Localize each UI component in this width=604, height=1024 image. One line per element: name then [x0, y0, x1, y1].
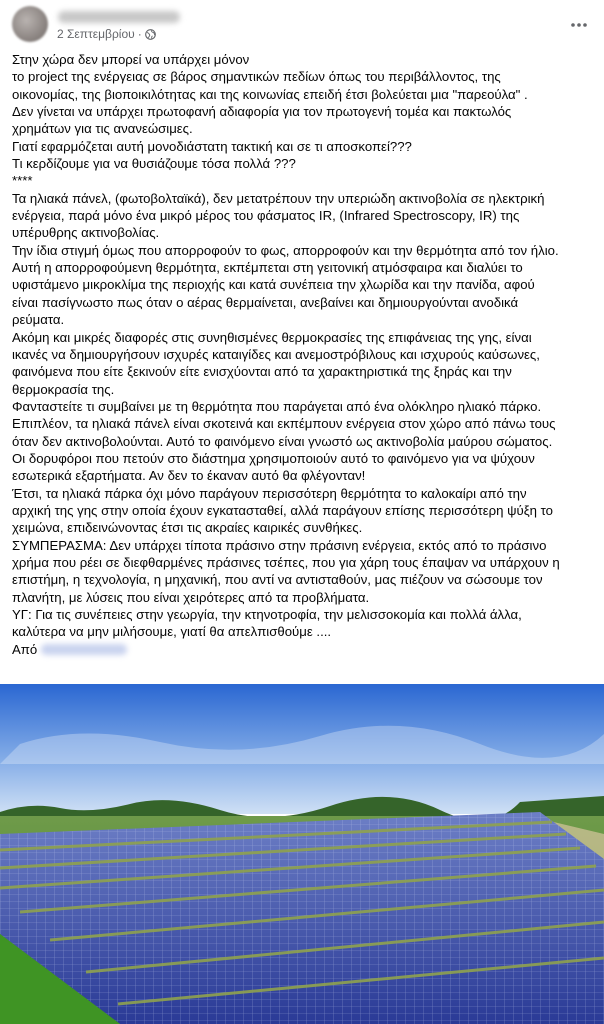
post-line: Αυτή η απορροφούμενη θερμότητα, εκπέμπεται στη γειτονική ατμόσφαιρα και διαλύει το — [12, 260, 523, 276]
post-line: είναι πασίγνωστο πως όταν ο αέρας θερμαίνεται, ανεβαίνει και δημιουργούνται ανοδικά — [12, 294, 519, 310]
post-line: Ακόμη και μικρές διαφορές στις συνηθισμένες θερμοκρασίες της επιφάνειας της γης, είναι — [12, 329, 532, 345]
post-line: Έτσι, τα ηλιακά πάρκα όχι μόνο παράγουν περισσότερη θερμότητα το καλοκαίρι από την — [12, 485, 527, 501]
post-line: φαινόμενα που είτε ξεκινούν είτε ενισχύονται από τα χαρακτηριστικά της ξηράς και την — [12, 364, 512, 380]
post-line: ΥΓ: Για τις συνέπειες στην γεωργία, την κτηνοτροφία, την μελισσοκομία και πολλά άλλα, — [12, 607, 522, 622]
post-line: επιστήμη, η τεχνολογία, η μηχανική, που αντί να αντισταθούν, μας πιέζουν να σώσουμε τον — [12, 572, 543, 588]
globe-icon[interactable] — [145, 29, 156, 40]
post-line: Τα ηλιακά πάνελ, (φωτοβολταϊκά), δεν μετατρέπουν την υπεριώδη ακτινοβολία σε ηλεκτρική — [12, 190, 545, 206]
source-name-redacted[interactable] — [41, 644, 127, 655]
post-line: οικονομίας, της βιοποικιλότητας και της κοινωνίας επειδή έτσι βολεύεται μια "παρεούλα" . — [12, 86, 528, 102]
post-line: όταν δεν ακτινοβολούνται. Αυτό το φαινόμενο είναι γνωστό ως ακτινοβολία μαύρου σώματος. — [12, 433, 553, 449]
post-line: χρήμα που ρέει σε διεφθαρμένες πράσινες τσέπες, που για χάρη τους έπαψαν να υπάρχουν η — [12, 554, 560, 570]
post-line: εσωτερικά εξαρτήματα. Αν δεν το έκαναν αυτό θα φλέγονταν! — [12, 468, 366, 484]
post-line: χρημάτων για τις ανανεώσιμες. — [12, 121, 193, 137]
post-line: αρχική της γης στην οποία έχουν εγκατασταθεί, αλλά παράγουν επίσης περισσότερη ψύξη το — [12, 502, 553, 518]
avatar[interactable] — [12, 6, 48, 42]
post-line: υφιστάμενο μικροκλίμα της περιοχής και κατά συνέπεια την χλωρίδα και την πανίδα, αφού — [12, 277, 535, 293]
post-line: Την ίδια στιγμή όμως που απορροφούν το φως, απορροφούν και την θερμότητα από τον ήλιο. — [12, 242, 559, 258]
more-options-icon[interactable] — [568, 14, 590, 36]
post-line-source — [12, 641, 596, 658]
post-line: Φανταστείτε τι συμβαίνει με τη θερμότητα που παράγεται από ένα ολόκληρο ηλιακό πάρκο. — [12, 398, 542, 414]
post-line: Οι δορυφόροι που πετούν στο διάστημα χρησιμοποιούν αυτό το φαινόμενο για να ψύχουν — [12, 450, 535, 466]
post-line: ικανές να δημιουργήσουν ισχυρές καταιγίδες και ανεμοστρόβιλους και ισχυρούς καύσωνες, — [12, 346, 540, 362]
post-line: Τι κερδίζουμε για να θυσιάζουμε τόσα πολλά ??? — [12, 156, 296, 172]
post-line: χειμώνα, επιδεινώνοντας έτσι τις ακραίες καιρικές συνθήκες. — [12, 520, 363, 536]
post-date[interactable]: 2 Σεπτεμβρίου — [57, 27, 135, 41]
meta-separator: · — [137, 27, 142, 41]
post-line: καλύτερα να μην μιλήσουμε, γιατί θα απελπισθούμε .... — [12, 624, 332, 640]
post-meta — [57, 27, 156, 41]
post-photo[interactable] — [0, 684, 604, 1024]
post-line: Δεν γίνεται να υπάρχει πρωτοφανή αδιαφορία για τον πρωτογενή τομέα και πακτωλός — [12, 104, 512, 120]
post-line: θερμοκρασία της. — [12, 381, 115, 397]
post-line: ρεύματα. — [12, 312, 65, 328]
post-line: Γιατί εφαρμόζεται αυτή μονοδιάστατη τακτική και σε τι αποσκοπεί??? — [12, 138, 412, 154]
post-line: πλανήτη, με λύσεις που είναι χειρότερες από τα προβλήματα. — [12, 589, 370, 605]
post-line: ενέργεια, παρά μόνο ένα μικρό μέρος του φάσματος IR, (Infrared Spectroscopy, IR) της — [12, 208, 520, 224]
post-text — [12, 51, 596, 658]
post-line: το project της ενέργειας σε βάρος σημαντικών πεδίων όπως του περιβάλλοντος, της — [12, 69, 501, 85]
post-line: υπέρυθρης ακτινοβολίας. — [12, 225, 160, 241]
post-line: Επιπλέον, τα ηλιακά πάνελ είναι σκοτεινά και εκπέμπουν ενέργεια στον χώρο από πάνω τους — [12, 416, 556, 432]
solar-field-illustration — [0, 684, 604, 1024]
source-label: Από — [12, 641, 38, 657]
post-line: ΣΥΜΠΕΡΑΣΜΑ: Δεν υπάρχει τίποτα πράσινο στην πράσινη ενέργεια, εκτός από το πράσινο — [12, 537, 547, 553]
post-line: Στην χώρα δεν μπορεί να υπάρχει μόνον — [12, 52, 250, 67]
post-line: **** — [12, 173, 33, 189]
post-header — [0, 0, 604, 50]
author-name-redacted[interactable] — [58, 11, 180, 23]
